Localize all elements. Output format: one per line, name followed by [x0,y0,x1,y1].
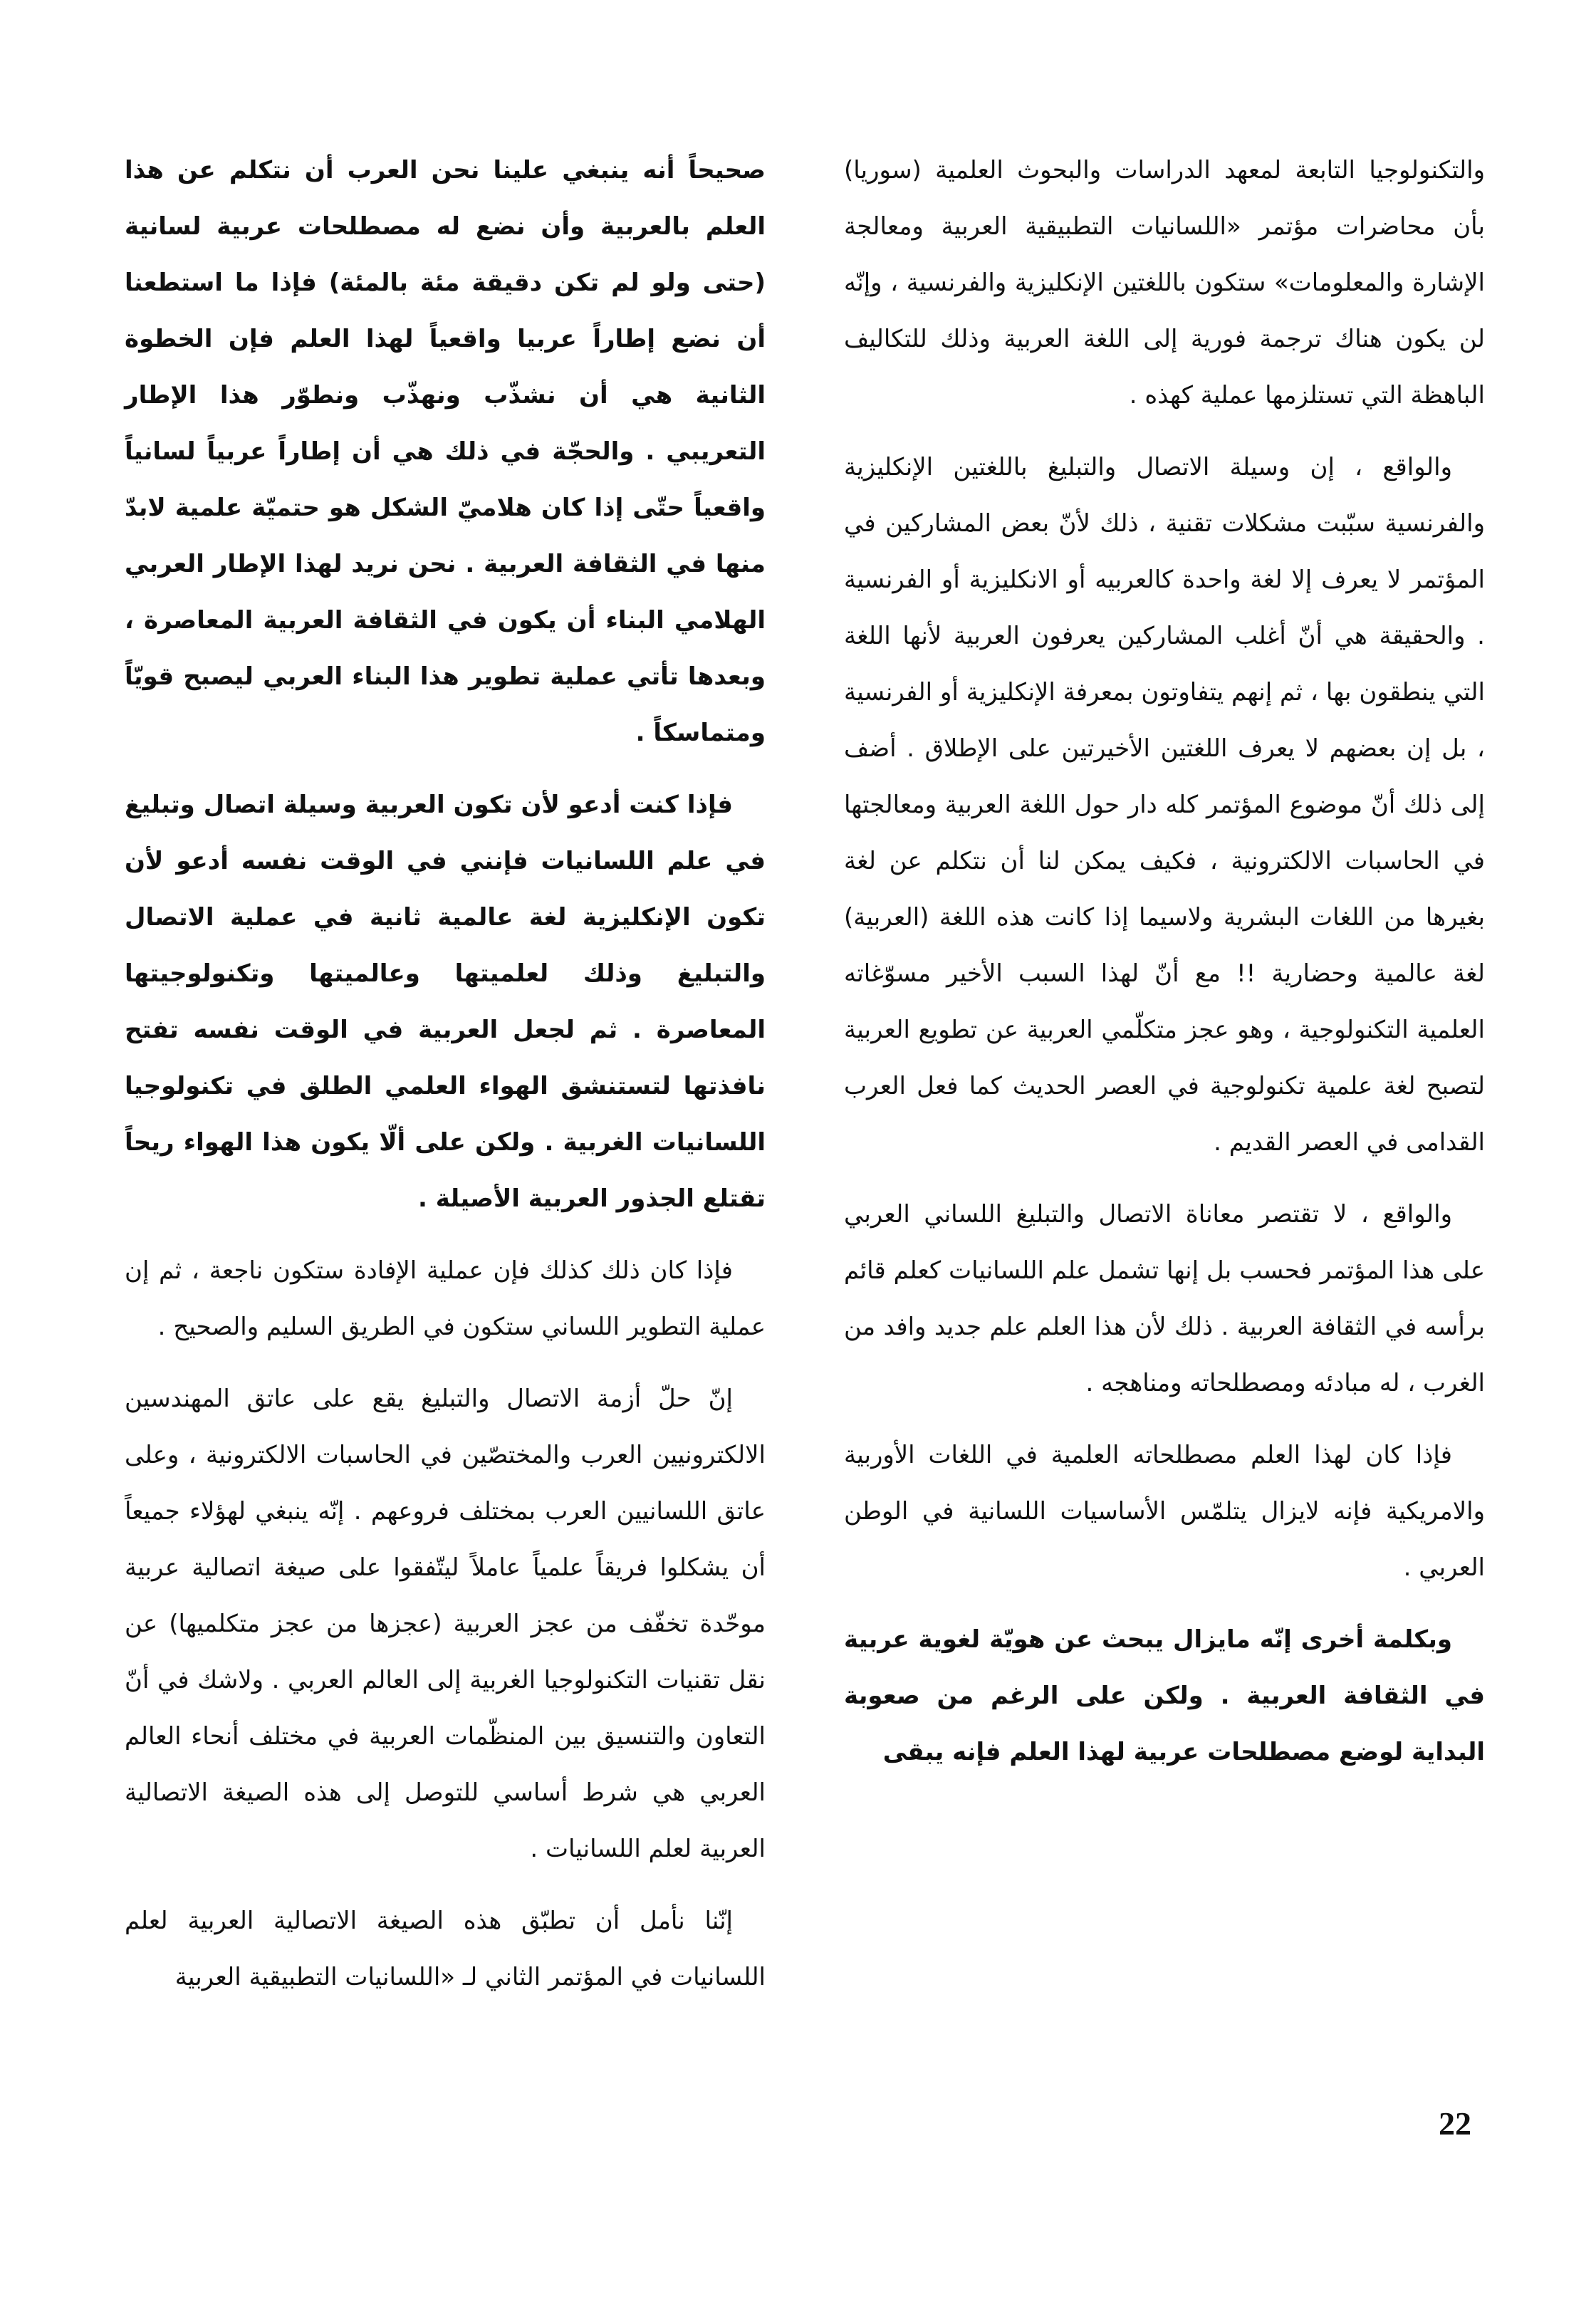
left-text-column [125,142,766,2021]
paragraph: والواقع ، لا تقتصر معاناة الاتصال والتبليغ اللساني العربي على هذا المؤتمر فحسب بل إنها تشمل علم اللسانيات كعلم قائم برأسه في الثقافة العربية . ذلك لأن هذا العلم علم جديد وافد من الغرب ، له مبادئه ومصطلحاته ومناهجه . [844,1200,1485,1397]
paragraph: والواقع ، إن وسيلة الاتصال والتبليغ باللغتين الإنكليزية والفرنسية سبّبت مشكلات تقنية ، ذلك لأنّ بعض المشاركين في المؤتمر لا يعرف إلا لغة واحدة كالعربيه أو الانكليزية أو الفرنسية . والحقيقة هي أنّ أغلب المشاركين يعرفون العربية لأنها اللغة التي ينطقون بها ، ثم إنهم يتفاوتون بمعرفة الإنكليزية أو الفرنسية ، بل إن بعضهم لا يعرف اللغتين الأخيرتين على الإطلاق . أضف إلى ذلك أنّ موضوع المؤتمر كله دار حول اللغة العربية ومعالجتها في الحاسبات الالكترونية ، فكيف يمكن لنا أن نتكلم عن لغة بغيرها من اللغات البشرية ولاسيما إذا كانت هذه اللغة (العربية) لغة عالمية وحضارية !! مع أنّ لهذا السبب الأخير مسوّغاته العلمية التكنولوجية ، وهو عجز متكلّمي العربية عن تطويع العربية لتصبح لغة علمية تكنولوجية في العصر الحديث كما فعل العرب القدامى في العصر القديم . [844,453,1485,1157]
paragraph: إنّنا نأمل أن تطبّق هذه الصيغة الاتصالية العربية لعلم اللسانيات في المؤتمر الثاني لـ «اللسانيات التطبيقية العربية [125,1907,766,1991]
paragraph: وبكلمة أخرى إنّه مايزال يبحث عن هويّة لغوية عربية في الثقافة العربية . ولكن على الرغم من صعوبة البداية لوضع مصطلحات عربية لهذا العلم فإنه يبقى [844,1625,1485,1766]
right-text-column [844,142,1485,1796]
paragraph: فإذا كان لهذا العلم مصطلحاته العلمية في اللغات الأوربية والامريكية فإنه لايزال يتلمّس الأساسيات اللسانية في الوطن العربي . [844,1441,1485,1582]
paragraph: إنّ حلّ أزمة الاتصال والتبليغ يقع على عاتق المهندسين الالكترونيين العرب والمختصّين في الحاسبات الالكترونية ، وعلى عاتق اللسانيين العرب بمختلف فروعهم . إنّه ينبغي لهؤلاء جميعاً أن يشكلوا فريقاً علمياً عاملاً ليتّفقوا على صيغة اتصالية عربية موحّدة تخفّف من عجز العربية (عجزها من عجز متكلميها) عن نقل تقنيات التكنولوجيا الغربية إلى العالم العربي . ولاشك في أنّ التعاون والتنسيق بين المنظّمات العربية في مختلف أنحاء العالم العربي هي شرط أساسي للتوصل إلى هذه الصيغة الاتصالية العربية لعلم اللسانيات . [125,1385,766,1863]
paragraph: والتكنولوجيا التابعة لمعهد الدراسات والبحوث العلمية (سوريا) بأن محاضرات مؤتمر «اللسانيات التطبيقية العربية ومعالجة الإشارة والمعلومات» ستكون باللغتين الإنكليزية والفرنسية ، وإنّه لن يكون هناك ترجمة فورية إلى اللغة العربية وذلك للتكاليف الباهظة التي تستلزمها عملية كهذه . [844,156,1485,410]
page-number: 22 [1439,2105,1471,2142]
paragraph: صحيحاً أنه ينبغي علينا نحن العرب أن نتكلم عن هذا العلم بالعربية وأن نضع له مصطلحات عربية لسانية (حتى ولو لم تكن دقيقة مئة بالمئة) فإذا ما استطعنا أن نضع إطاراً عربيا واقعياً لهذا العلم فإن الخطوة الثانية هي أن نشذّب ونهذّب ونطوّر هذا الإطار التعريبي . والحجّة في ذلك هي أن إطاراً عربياً لسانياً واقعياً حتّى إذا كان هلاميّ الشكل هو حتميّة علمية لابدّ منها في الثقافة العربية . نحن نريد لهذا الإطار العربي الهلامي البناء أن يكون في الثقافة العربية المعاصرة ، وبعدها تأتي عملية تطوير هذا البناء العربي ليصبح قويّاً ومتماسكاً . [125,156,766,747]
paragraph: فإذا كنت أدعو لأن تكون العربية وسيلة اتصال وتبليغ في علم اللسانيات فإنني في الوقت نفسه أدعو لأن تكون الإنكليزية لغة عالمية ثانية في عملية الاتصال والتبليغ وذلك لعلميتها وعالميتها وتكنولوجيتها المعاصرة . ثم لجعل العربية في الوقت نفسه تفتح نافذتها لتستنشق الهواء العلمي الطلق في تكنولوجيا اللسانيات الغربية . ولكن على ألّا يكون هذا الهواء ريحاً تقتلع الجذور العربية الأصيلة . [125,791,766,1213]
paragraph: فإذا كان ذلك كذلك فإن عملية الإفادة ستكون ناجعة ، ثم إن عملية التطوير اللساني ستكون في الطريق السليم والصحيح . [125,1256,766,1341]
